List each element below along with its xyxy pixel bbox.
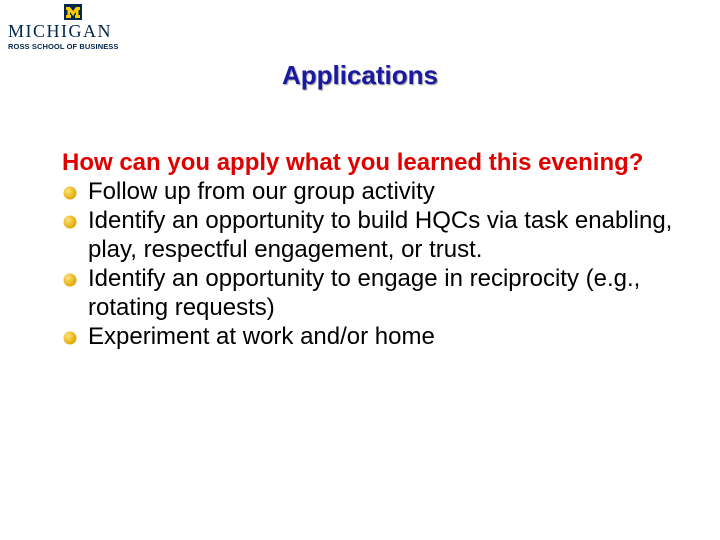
slide-content — [62, 148, 702, 351]
logo-subtitle: ROSS SCHOOL OF BUSINESS — [8, 42, 119, 51]
list-item — [62, 322, 702, 351]
bullet-list — [62, 177, 702, 351]
michigan-ross-logo — [6, 2, 136, 52]
lead-question: How can you apply what you learned this evening? — [62, 149, 644, 176]
list-item — [62, 264, 702, 322]
bullet-dot-icon — [63, 273, 77, 287]
bullet-text: Experiment at work and/or home — [88, 323, 435, 350]
bullet-text: Identify an opportunity to engage in reciprocity (e.g., rotating requests) — [88, 265, 641, 321]
list-item — [62, 206, 702, 264]
logo-wordmark: MICHIGAN — [8, 21, 112, 41]
bullet-dot-icon — [63, 331, 77, 345]
bullet-dot-icon — [63, 215, 77, 229]
slide-title-text: Applications — [281, 60, 438, 90]
bullet-text: Identify an opportunity to build HQCs via task enabling, play, respectful engagement, or trust. — [88, 207, 673, 263]
bullet-text: Follow up from our group activity — [88, 178, 435, 205]
bullet-dot-icon — [63, 186, 77, 200]
slide-title — [0, 60, 720, 91]
block-m-icon — [64, 4, 82, 20]
list-item — [62, 177, 702, 206]
